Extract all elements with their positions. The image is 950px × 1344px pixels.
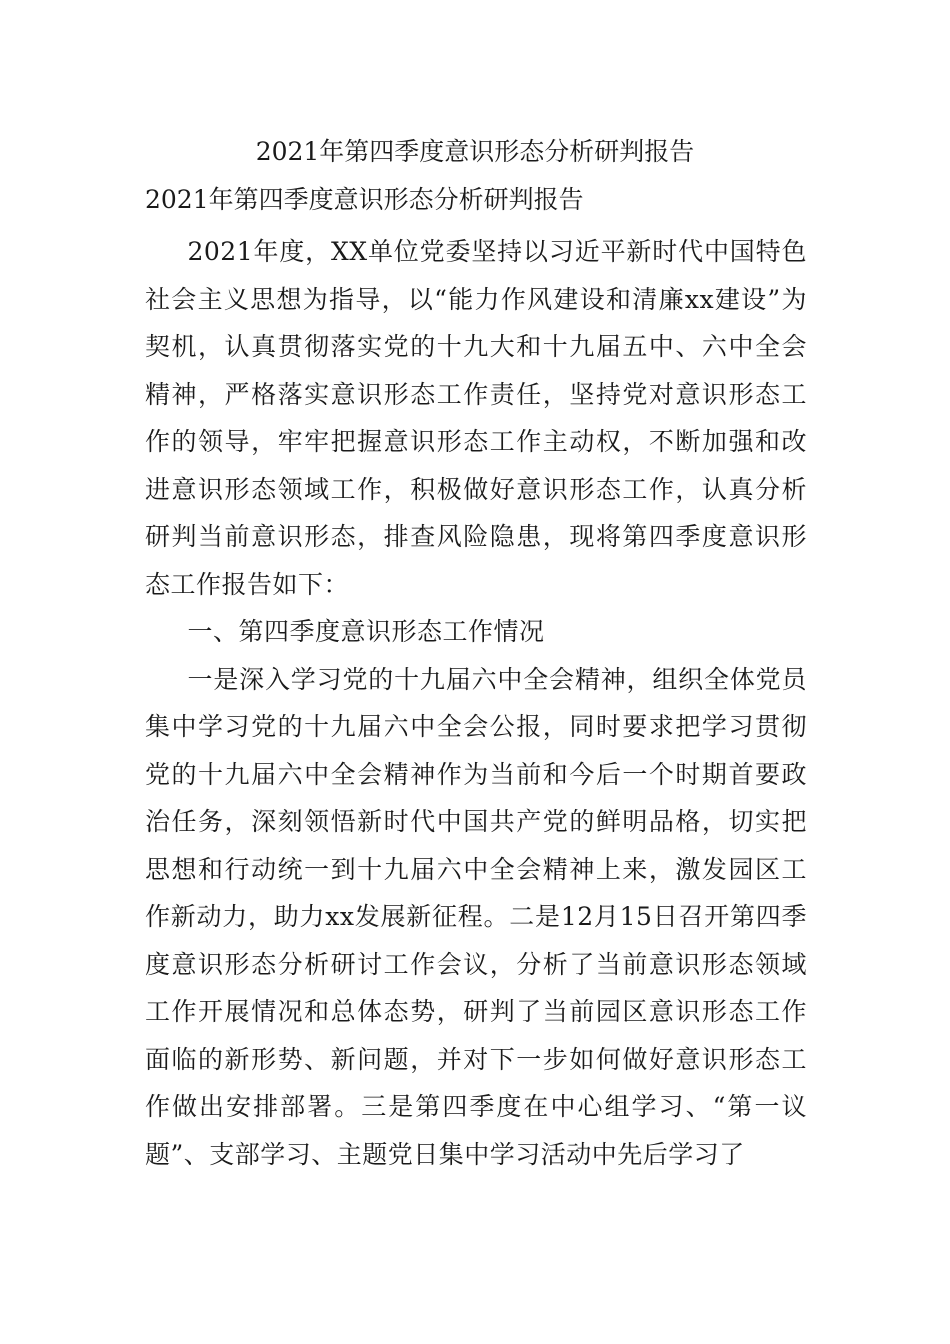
document-title: 2021年第四季度意识形态分析研判报告 bbox=[255, 137, 695, 166]
document-subtitle: 2021年第四季度意识形态分析研判报告 bbox=[145, 185, 584, 214]
paragraph-work-status: 一是深入学习党的十九届六中全会精神，组织全体党员集中学习党的十九届六中全会公报，同时要求把学习贯彻党的十九届六中全会精神作为当前和今后一个时期首要政治任务，深刻领悟新时代中国共产党的鲜明品格，切实把思想和行动统一到十九届六中全会精神上来，激发园区工作新动力，助力xx发展新征程。二是12月15日召开第四季度意识形态分析研讨工作会议，分析了当前意识形态领域工作开展情况和总体态势，研判了当前园区意识形态工作面临的新形势、新问题，并对下一步如何做好意识形态工作做出安排部署。三是第四季度在中心组学习、“第一议题”、支部学习、主题党日集中学习活动中先后学习了 bbox=[145, 664, 807, 1169]
paragraph-intro: 2021年度，XX单位党委坚持以习近平新时代中国特色社会主义思想为指导，以“能力作风建设和清廉xx建设”为契机，认真贯彻落实党的十九大和十九届五中、六中全会精神，严格落实意识形态工作责任，坚持党对意识形态工作的领导，牢牢把握意识形态工作主动权，不断加强和改进意识形态领域工作，积极做好意识形态工作，认真分析研判当前意识形态，排查风险隐患，现将第四季度意识形态工作报告如下： bbox=[145, 237, 807, 599]
section-heading-1: 一、第四季度意识形态工作情况 bbox=[187, 617, 545, 646]
document-body bbox=[145, 228, 807, 1178]
